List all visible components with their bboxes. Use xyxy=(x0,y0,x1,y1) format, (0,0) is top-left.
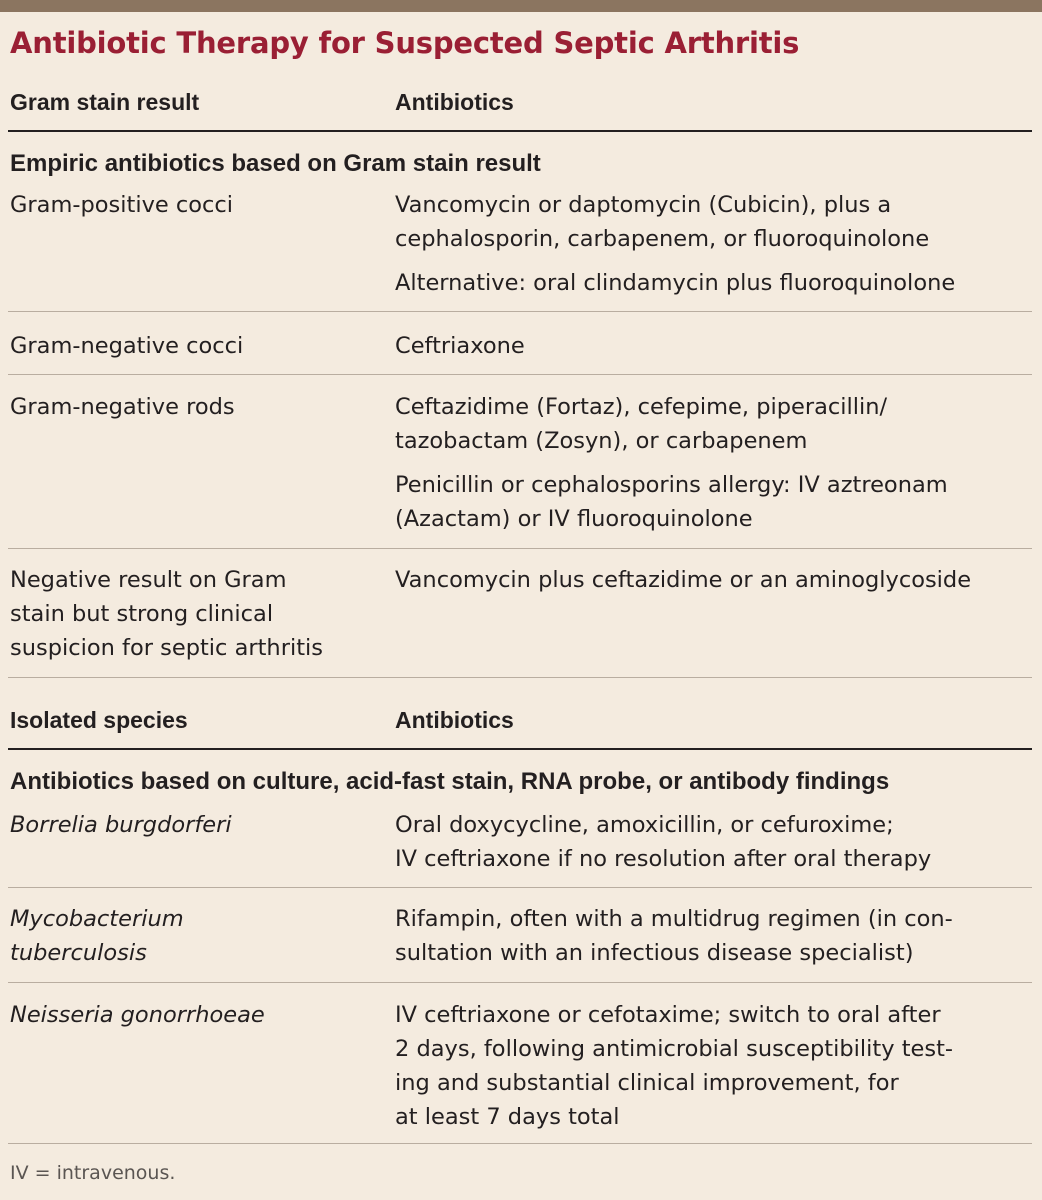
row-divider xyxy=(8,982,1032,983)
footnote: IV = intravenous. xyxy=(10,1162,176,1184)
column-header-antibiotics-2: Antibiotics xyxy=(395,707,514,733)
section-heading-empiric: Empiric antibiotics based on Gram stain result xyxy=(10,150,541,177)
row-label-mycobacterium: Mycobacterium tuberculosis xyxy=(10,906,184,966)
row-antibiotics-negative-gram-stain: Vancomycin plus ceftazidime or an aminoglycoside xyxy=(395,567,972,593)
row-alternative-gram-positive-cocci: Alternative: oral clindamycin plus fluoroquinolone xyxy=(395,270,956,296)
row-antibiotics-neisseria: IV ceftriaxone or cefotaxime; switch to oral after 2 days, following antimicrobial susceptibility test- ing and substantial clinical improvement, for at least 7 days total xyxy=(395,1002,954,1130)
row-antibiotics-mycobacterium: Rifampin, often with a multidrug regimen (in con- sultation with an infectious disease specialist) xyxy=(395,906,953,966)
header-rule xyxy=(8,130,1032,132)
header-rule xyxy=(8,748,1032,750)
row-label-neisseria: Neisseria gonorrhoeae xyxy=(10,1002,265,1028)
column-header-gram-stain: Gram stain result xyxy=(10,89,200,115)
column-header-antibiotics: Antibiotics xyxy=(395,89,514,115)
row-divider xyxy=(8,887,1032,888)
row-label-borrelia: Borrelia burgdorferi xyxy=(10,812,232,838)
column-header-isolated-species: Isolated species xyxy=(10,707,188,733)
row-divider xyxy=(8,374,1032,375)
row-label-gram-negative-rods: Gram-negative rods xyxy=(10,394,235,420)
row-label-gram-positive-cocci: Gram-positive cocci xyxy=(10,192,234,218)
table-title: Antibiotic Therapy for Suspected Septic Arthritis xyxy=(10,26,800,60)
top-accent-bar xyxy=(0,0,1042,12)
row-allergy-gram-negative-rods: Penicillin or cephalosporins allergy: IV aztreonam (Azactam) or IV fluoroquinolone xyxy=(395,472,948,532)
row-divider xyxy=(8,548,1032,549)
row-divider xyxy=(8,311,1032,312)
row-label-gram-negative-cocci: Gram-negative cocci xyxy=(10,333,244,359)
footer-rule xyxy=(8,1143,1032,1144)
row-label-negative-gram-stain: Negative result on Gram stain but strong clinical suspicion for septic arthritis xyxy=(10,567,323,661)
row-antibiotics-borrelia: Oral doxycycline, amoxicillin, or cefuroxime; IV ceftriaxone if no resolution after oral therapy xyxy=(395,812,932,872)
section-heading-culture: Antibiotics based on culture, acid-fast stain, RNA probe, or antibody findings xyxy=(10,768,890,795)
row-antibiotics-gram-negative-cocci: Ceftriaxone xyxy=(395,333,525,359)
table-divider xyxy=(8,677,1032,678)
row-antibiotics-gram-negative-rods: Ceftazidime (Fortaz), cefepime, piperacillin/ tazobactam (Zosyn), or carbapenem xyxy=(395,394,888,454)
row-antibiotics-gram-positive-cocci: Vancomycin or daptomycin (Cubicin), plus a cephalosporin, carbapenem, or fluoroquinolone xyxy=(395,192,930,252)
